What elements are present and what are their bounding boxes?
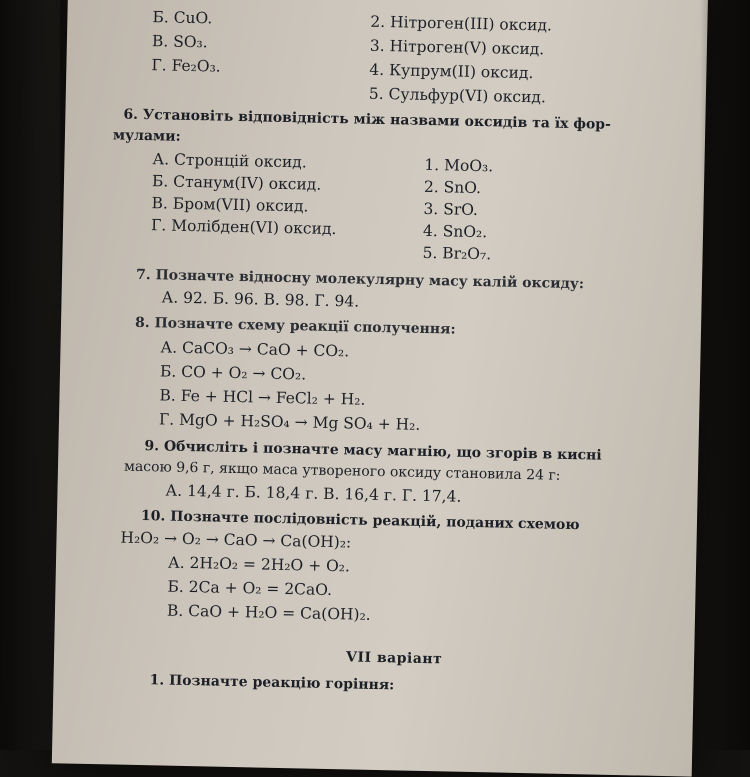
q9-text-line2: масою 9,6 г, якщо маса утвореного оксиду становила 24 г:: [123, 458, 561, 484]
top-left-option-c: В. SO₃.: [151, 32, 208, 52]
q10-option-a: А. 2H₂O₂ = 2H₂O + O₂.: [167, 553, 351, 576]
top-right-option-4: 4. Купрум(II) оксид.: [369, 60, 534, 83]
q8-text: 8. Позначте схему реакції сполучення:: [134, 314, 456, 338]
q6-right-3: 3. SrO.: [423, 199, 479, 220]
q9-text-line1: 9. Обчисліть і позначте масу магнію, що згорів в кисні: [144, 438, 602, 464]
q6-left-a: А. Стронцій оксид.: [152, 150, 307, 172]
q6-left-b: Б. Станум(IV) оксид.: [151, 172, 322, 194]
q10-option-b: Б. 2Ca + O₂ = 2CaO.: [167, 577, 333, 600]
top-right-option-3: 3. Нітроген(V) оксид.: [369, 36, 545, 59]
q6-text-line1: 6. Установіть відповідність між назвами оксидів та їх фор-: [123, 106, 612, 133]
q6-left-d: Г. Молібден(VI) оксид.: [150, 216, 337, 239]
top-left-option-d: Г. Fe₂O₃.: [151, 56, 221, 76]
top-right-option-2: 2. Нітроген(III) оксид.: [370, 12, 553, 35]
q10-option-c: В. CaO + H₂O = Ca(OH)₂.: [166, 601, 371, 624]
top-left-option-b: Б. CuO.: [152, 8, 213, 28]
q6-right-5: 5. Br₂O₇.: [422, 243, 492, 264]
q6-right-4: 4. SnO₂.: [422, 221, 488, 242]
q8-option-b: Б. CO + O₂ → CO₂.: [159, 362, 307, 384]
q8-option-a: А. CaCO₃ → CaO + CO₂.: [160, 338, 350, 361]
q6-text-line2: мулами:: [112, 127, 181, 145]
q8-option-d: Г. MgO + H₂SO₄ → Mg SO₄ + H₂.: [158, 410, 421, 434]
q7-options: А. 92. Б. 96. В. 98. Г. 94.: [161, 288, 360, 311]
bottom-cut-question: 1. Позначте реакцію горіння:: [149, 672, 395, 694]
q8-option-c: В. Fe + HCl → FeCl₂ + H₂.: [159, 386, 366, 409]
q6-left-c: В. Бром(VII) оксид.: [151, 194, 309, 216]
photo-dark-right-edge: [700, 0, 750, 750]
photo-dark-left-edge: [0, 0, 60, 750]
q6-right-1: 1. MoO₃.: [424, 155, 494, 176]
q6-right-2: 2. SnO.: [423, 177, 482, 198]
q10-text-line2: H₂O₂ → O₂ → CaO → Ca(OH)₂:: [120, 528, 352, 552]
q9-options: А. 14,4 г. Б. 18,4 г. В. 16,4 г. Г. 17,4.: [165, 481, 462, 506]
top-right-option-5: 5. Сульфур(VI) оксид.: [368, 84, 547, 107]
q7-text: 7. Позначте відносну молекулярну масу калій оксиду:: [135, 266, 585, 293]
section-heading: VII варіант: [345, 649, 443, 668]
textbook-page: [52, 0, 708, 777]
q10-text-line1: 10. Позначте послідовність реакцій, поданих схемою: [140, 508, 580, 534]
